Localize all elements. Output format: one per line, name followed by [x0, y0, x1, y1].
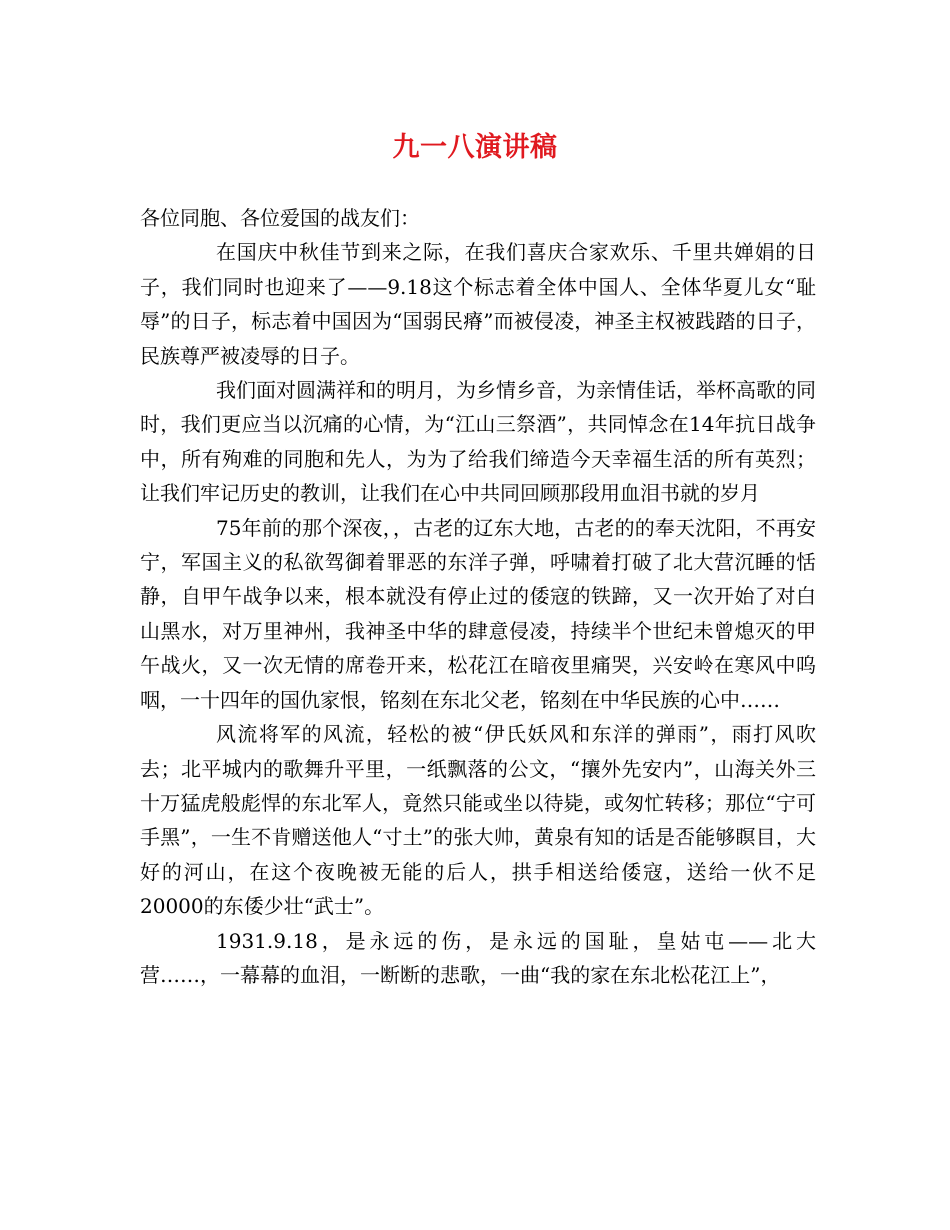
document-body	[140, 201, 816, 992]
salutation: 各位同胞、各位爱国的战友们：	[140, 206, 420, 230]
paragraph-3: 75年前的那个深夜，，古老的辽东大地，古老的的奉天沈阳，不再安宁，军国主义的私欲驾御着罪恶的东洋子弹，呼啸着打破了北大营沉睡的恬静，自甲午战争以来，根本就没有停止过的倭寇的铁蹄，又一次开始了对白山黑水，对万里神州，我神圣中华的肆意侵凌，持续半个世纪未曾熄灭的甲午战火，又一次无情的席卷开来，松花江在暗夜里痛哭，兴安岭在寒风中呜咽，一十四年的国仇家恨，铭刻在东北父老，铭刻在中华民族的心中……	[140, 515, 816, 712]
document-title: 九一八演讲稿	[392, 132, 558, 163]
paragraph-2: 我们面对圆满祥和的明月，为乡情乡音，为亲情佳话，举杯高歌的同时，我们更应当以沉痛的心情，为“江山三祭酒”，共同悼念在14年抗日战争中，所有殉难的同胞和先人，为为了给我们缔造今天幸福生活的所有英烈；让我们牢记历史的教训，让我们在心中共同回顾那段用血泪书就的岁月	[140, 378, 816, 506]
paragraph-5: 1931.9.18，是永远的伤，是永远的国耻，皇姑屯——北大营……，一幕幕的血泪，一断断的悲歌，一曲“我的家在东北松花江上”，	[140, 928, 816, 987]
paragraph-1: 在国庆中秋佳节到来之际，在我们喜庆合家欢乐、千里共婵娟的日子，我们同时也迎来了——9.18这个标志着全体中国人、全体华夏儿女“耻辱”的日子，标志着中国因为“国弱民瘠”而被侵凌，神圣主权被践踏的日子，民族尊严被凌辱的日子。	[140, 240, 816, 368]
paragraph-4: 风流将军的风流，轻松的被“伊氏妖风和东洋的弹雨”，雨打风吹去；北平城内的歌舞升平里，一纸飘落的公文，“攘外先安内”，山海关外三十万猛虎般彪悍的东北军人，竟然只能或坐以待毙，或匆忙转移；那位“宁可手黑”，一生不肯赠送他人“寸土”的张大帅，黄泉有知的话是否能够瞑目，大好的河山，在这个夜晚被无能的后人，拱手相送给倭寇，送给一伙不足20000的东倭少壮“武士”。	[140, 722, 816, 919]
